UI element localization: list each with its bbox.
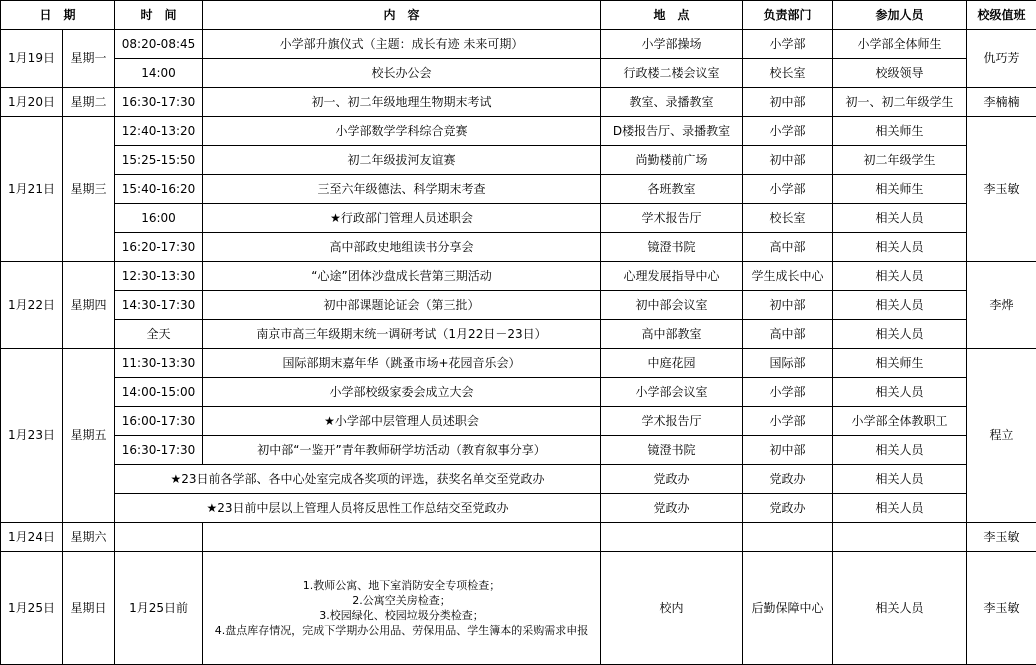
time-cell: 全天 (115, 320, 203, 349)
location-cell: 小学部会议室 (601, 378, 743, 407)
time-cell: 16:00 (115, 204, 203, 233)
header-time: 时 间 (115, 1, 203, 30)
content-cell: 小学部数学学科综合竞赛 (203, 117, 601, 146)
participants-cell: 相关人员 (833, 378, 967, 407)
time-cell: 16:00-17:30 (115, 407, 203, 436)
empty-cell (203, 523, 601, 552)
location-cell: 各班教室 (601, 175, 743, 204)
time-cell: 14:00-15:00 (115, 378, 203, 407)
weekday-cell: 星期三 (63, 117, 115, 262)
empty-cell (833, 523, 967, 552)
content-cell: 南京市高三年级期末统一调研考试（1月22日－23日） (203, 320, 601, 349)
time-cell: 16:20-17:30 (115, 233, 203, 262)
location-cell: 行政楼二楼会议室 (601, 59, 743, 88)
location-cell: 小学部操场 (601, 30, 743, 59)
participants-cell: 相关人员 (833, 320, 967, 349)
content-cell: 小学部校级家委会成立大会 (203, 378, 601, 407)
department-cell: 小学部 (743, 30, 833, 59)
location-cell: 心理发展指导中心 (601, 262, 743, 291)
department-cell: 校长室 (743, 204, 833, 233)
location-cell: 教室、录播教室 (601, 88, 743, 117)
time-cell: 11:30-13:30 (115, 349, 203, 378)
department-cell: 小学部 (743, 378, 833, 407)
weekday-cell: 星期一 (63, 30, 115, 88)
time-cell: 16:30-17:30 (115, 436, 203, 465)
date-cell: 1月20日 (1, 88, 63, 117)
content-cell: 三至六年级德法、科学期末考查 (203, 175, 601, 204)
weekday-cell: 星期四 (63, 262, 115, 349)
table-row (1, 320, 1036, 349)
location-cell: 校内 (601, 552, 743, 665)
header-participants: 参加人员 (833, 1, 967, 30)
table-row (1, 523, 1036, 552)
department-cell: 校长室 (743, 59, 833, 88)
department-cell: 党政办 (743, 465, 833, 494)
time-cell: 15:40-16:20 (115, 175, 203, 204)
time-cell: 12:40-13:20 (115, 117, 203, 146)
department-cell: 初中部 (743, 88, 833, 117)
location-cell: D楼报告厅、录播教室 (601, 117, 743, 146)
checklist-item: 4.盘点库存情况，完成下学期办公用品、劳保用品、学生簿本的采购需求申报 (214, 624, 589, 637)
checklist-item: 1.教师公寓、地下室消防安全专项检查； (302, 579, 501, 592)
table-row (1, 349, 1036, 378)
weekday-cell: 星期五 (63, 349, 115, 523)
time-cell: 16:30-17:30 (115, 88, 203, 117)
content-cell: 小学部升旗仪式（主题：成长有迹 未来可期） (203, 30, 601, 59)
header-department: 负责部门 (743, 1, 833, 30)
content-cell: 校长办公会 (203, 59, 601, 88)
content-cell: 初一、初二年级地理生物期末考试 (203, 88, 601, 117)
location-cell: 学术报告厅 (601, 204, 743, 233)
weekday-cell: 星期二 (63, 88, 115, 117)
header-content: 内 容 (203, 1, 601, 30)
location-cell: 镜澄书院 (601, 436, 743, 465)
participants-cell: 相关师生 (833, 117, 967, 146)
time-cell: 14:30-17:30 (115, 291, 203, 320)
content-cell: 初中部课题论证会（第三批） (203, 291, 601, 320)
weekday-cell: 星期六 (63, 523, 115, 552)
location-cell: 学术报告厅 (601, 407, 743, 436)
table-row (1, 436, 1036, 465)
participants-cell: 初二年级学生 (833, 146, 967, 175)
participants-cell: 相关人员 (833, 291, 967, 320)
date-cell: 1月24日 (1, 523, 63, 552)
table-row (1, 59, 1036, 88)
participants-cell: 相关人员 (833, 262, 967, 291)
duty-cell: 仇巧芳 (967, 30, 1036, 88)
location-cell: 尚勤楼前广场 (601, 146, 743, 175)
content-cell: “心途”团体沙盘成长营第三期活动 (203, 262, 601, 291)
department-cell: 国际部 (743, 349, 833, 378)
table-row (1, 407, 1036, 436)
participants-cell: 相关人员 (833, 552, 967, 665)
table-row (1, 262, 1036, 291)
date-cell: 1月21日 (1, 117, 63, 262)
weekday-cell: 星期日 (63, 552, 115, 665)
table-row (1, 233, 1036, 262)
table-row (1, 117, 1036, 146)
content-cell: 初中部“一鉴开”青年教师研学坊活动（教育叙事分享） (203, 436, 601, 465)
header-date: 日 期 (1, 1, 115, 30)
content-cell: ★23日前各学部、各中心处室完成各奖项的评选，获奖名单交至党政办 (115, 465, 601, 494)
checklist-item: 2.公寓空关房检查； (352, 594, 451, 607)
header-row (1, 1, 1036, 30)
table-row (1, 465, 1036, 494)
department-cell: 小学部 (743, 407, 833, 436)
participants-cell: 相关师生 (833, 349, 967, 378)
table-row (1, 494, 1036, 523)
content-cell-checklist (203, 552, 601, 665)
duty-cell: 李烨 (967, 262, 1036, 349)
date-cell: 1月22日 (1, 262, 63, 349)
checklist-item: 3.校园绿化、校园垃圾分类检查； (319, 609, 484, 622)
participants-cell: 相关人员 (833, 233, 967, 262)
participants-cell: 相关师生 (833, 175, 967, 204)
content-cell: 国际部期末嘉年华（跳蚤市场+花园音乐会） (203, 349, 601, 378)
table-row (1, 378, 1036, 407)
participants-cell: 小学部全体师生 (833, 30, 967, 59)
table-row (1, 552, 1036, 665)
table-row (1, 291, 1036, 320)
header-duty: 校级值班 (967, 1, 1036, 30)
table-row (1, 146, 1036, 175)
table-row (1, 88, 1036, 117)
participants-cell: 校级领导 (833, 59, 967, 88)
time-cell: 14:00 (115, 59, 203, 88)
time-cell: 12:30-13:30 (115, 262, 203, 291)
department-cell: 党政办 (743, 494, 833, 523)
time-cell: 1月25日前 (115, 552, 203, 665)
content-cell: 初二年级拔河友谊赛 (203, 146, 601, 175)
empty-cell (743, 523, 833, 552)
content-cell: ★行政部门管理人员述职会 (203, 204, 601, 233)
department-cell: 初中部 (743, 291, 833, 320)
date-cell: 1月19日 (1, 30, 63, 88)
empty-cell (115, 523, 203, 552)
location-cell: 中庭花园 (601, 349, 743, 378)
content-cell: ★小学部中层管理人员述职会 (203, 407, 601, 436)
location-cell: 镜澄书院 (601, 233, 743, 262)
participants-cell: 相关人员 (833, 465, 967, 494)
duty-cell: 李玉敏 (967, 552, 1036, 665)
department-cell: 学生成长中心 (743, 262, 833, 291)
duty-cell: 李楠楠 (967, 88, 1036, 117)
department-cell: 高中部 (743, 320, 833, 349)
department-cell: 小学部 (743, 175, 833, 204)
date-cell: 1月25日 (1, 552, 63, 665)
table-row (1, 204, 1036, 233)
table-row (1, 175, 1036, 204)
location-cell: 初中部会议室 (601, 291, 743, 320)
empty-cell (601, 523, 743, 552)
content-cell: 高中部政史地组读书分享会 (203, 233, 601, 262)
participants-cell: 相关人员 (833, 494, 967, 523)
location-cell: 党政办 (601, 494, 743, 523)
time-cell: 15:25-15:50 (115, 146, 203, 175)
duty-cell: 李玉敏 (967, 523, 1036, 552)
location-cell: 高中部教室 (601, 320, 743, 349)
participants-cell: 小学部全体教职工 (833, 407, 967, 436)
duty-cell: 程立 (967, 349, 1036, 523)
participants-cell: 相关人员 (833, 436, 967, 465)
department-cell: 初中部 (743, 146, 833, 175)
table-row (1, 30, 1036, 59)
content-cell: ★23日前中层以上管理人员将反思性工作总结交至党政办 (115, 494, 601, 523)
participants-cell: 初一、初二年级学生 (833, 88, 967, 117)
header-location: 地 点 (601, 1, 743, 30)
department-cell: 高中部 (743, 233, 833, 262)
time-cell: 08:20-08:45 (115, 30, 203, 59)
location-cell: 党政办 (601, 465, 743, 494)
department-cell: 小学部 (743, 117, 833, 146)
date-cell: 1月23日 (1, 349, 63, 523)
duty-cell: 李玉敏 (967, 117, 1036, 262)
department-cell: 后勤保障中心 (743, 552, 833, 665)
department-cell: 初中部 (743, 436, 833, 465)
participants-cell: 相关人员 (833, 204, 967, 233)
